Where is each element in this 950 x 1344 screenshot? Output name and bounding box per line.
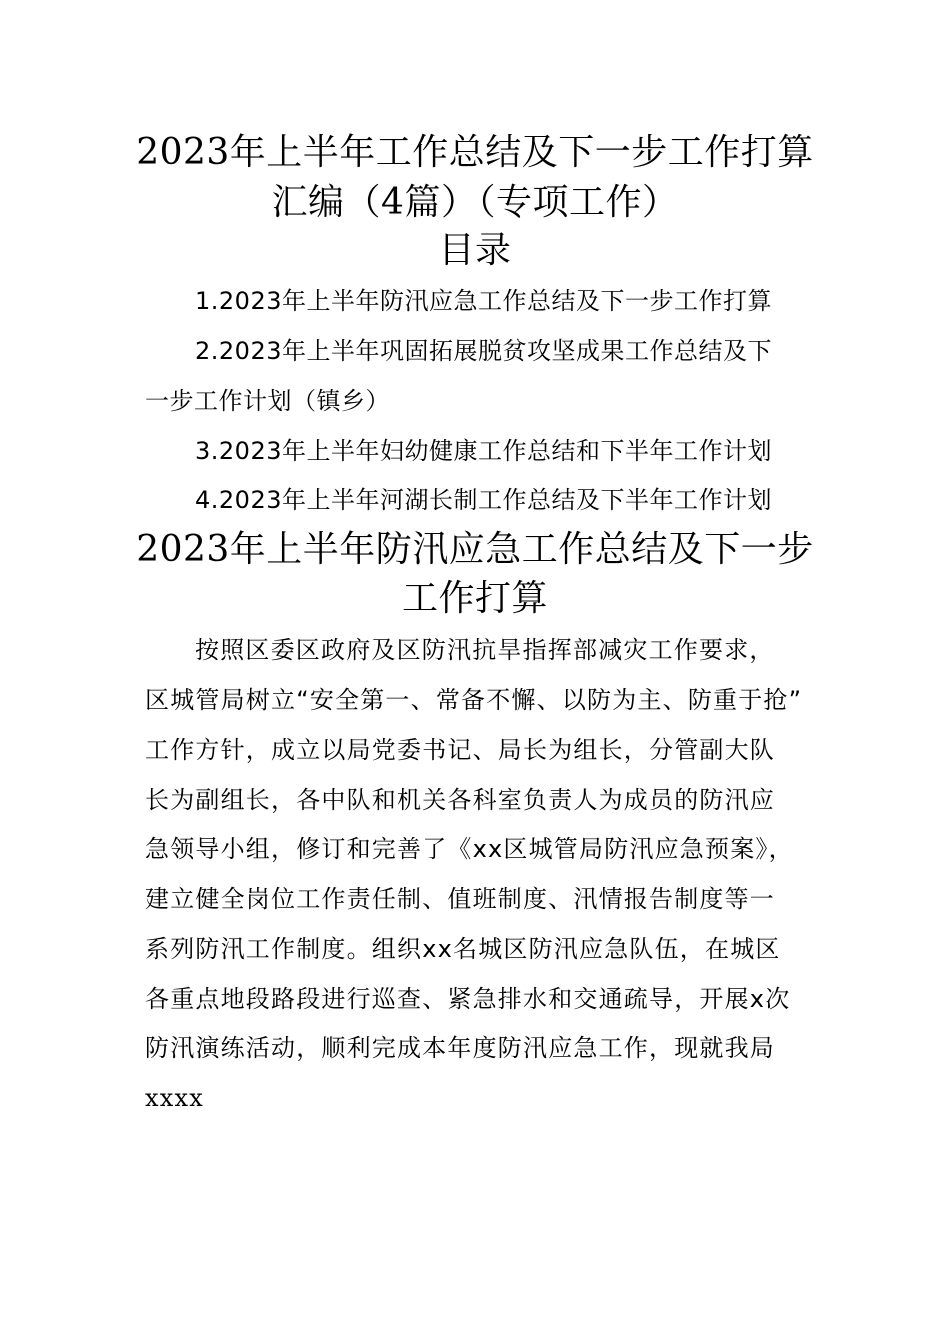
paragraph-line: 系列防汛工作制度。组织xx名城区防汛应急队伍，在城区 [145, 935, 781, 963]
paragraph-line: 长为副组长，各中队和机关各科室负责人为成员的防汛应 [145, 786, 775, 814]
paragraph-line: 防汛演练活动，顺利完成本年度防汛应急工作，现就我局 [145, 1034, 775, 1062]
main-title-line-2: 汇编（4篇）（专项工作） [271, 182, 679, 223]
paragraph-line: 工作方针，成立以局党委书记、局长为组长，分管副大队 [145, 736, 775, 764]
toc-item-1: 1.2023年上半年防汛应急工作总结及下一步工作打算 [195, 287, 772, 315]
paragraph-line: 区城管局树立“安全第一、常备不懈、以防为主、防重于抢” [145, 686, 803, 714]
toc-item-3: 3.2023年上半年妇幼健康工作总结和下半年工作计划 [195, 437, 772, 465]
article-title-line-2: 工作打算 [401, 578, 548, 619]
paragraph-line: 建立健全岗位工作责任制、值班制度、汛情报告制度等一 [145, 885, 775, 913]
toc-heading: 目录 [438, 230, 512, 271]
toc-item-2-line-1: 2.2023年上半年巩固拓展脱贫攻坚成果工作总结及下 [195, 337, 772, 365]
paragraph-line: 急领导小组，修订和完善了《xx区城管局防汛应急预案》， [145, 835, 794, 863]
article-title-line-1: 2023年上半年防汛应急工作总结及下一步 [136, 529, 814, 570]
toc-item-2-line-2: 一步工作计划（镇乡） [145, 387, 390, 415]
main-title-line-1: 2023年上半年工作总结及下一步工作打算 [136, 132, 814, 173]
paragraph-line: xxxx [145, 1084, 204, 1112]
toc-item-4: 4.2023年上半年河湖长制工作总结及下半年工作计划 [195, 486, 772, 514]
paragraph-line: 按照区委区政府及区防汛抗旱指挥部减灾工作要求， [195, 636, 775, 664]
paragraph-line: 各重点地段路段进行巡查、紧急排水和交通疏导，开展x次 [145, 985, 791, 1013]
